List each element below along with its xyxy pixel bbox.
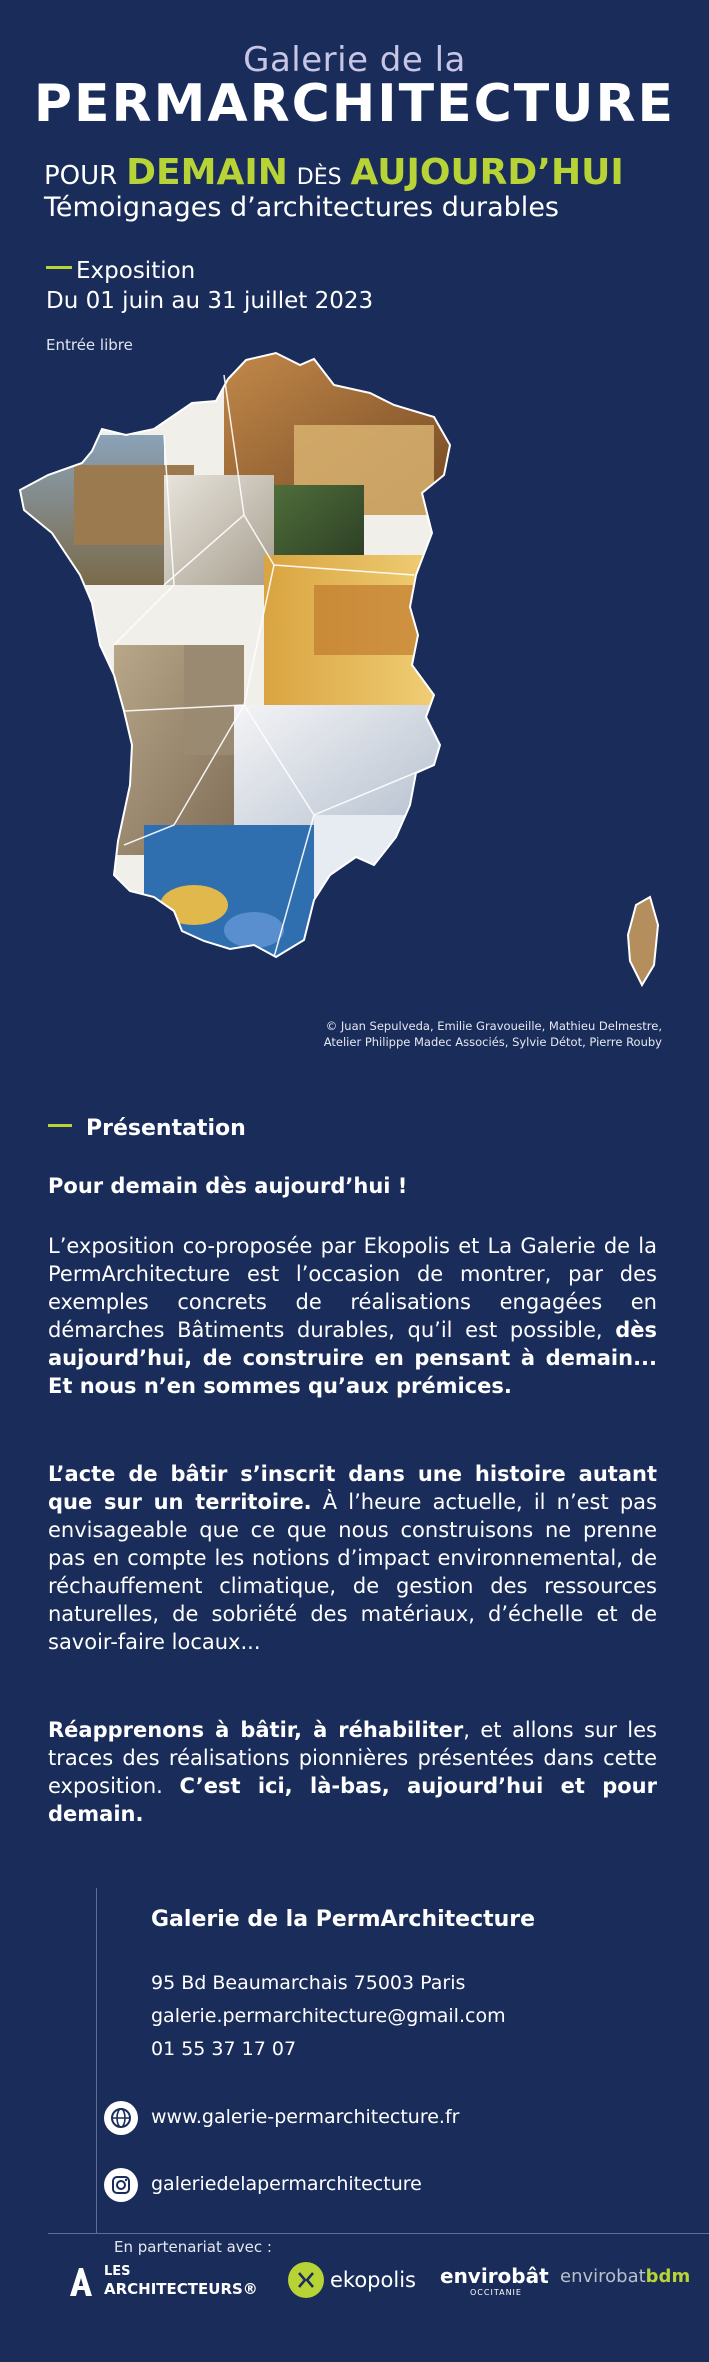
contact-address: 95 Bd Beaumarchais 75003 Paris — [151, 1972, 466, 1994]
p1-text: L’exposition co-proposée par Ekopolis et La Galerie de la PermArchitecture est l’occasion de montrer, par des exemples concrets de réalisations engagées en démarches Bâtiments durables, qu’il est possible, — [48, 1234, 657, 1342]
partners-label: En partenariat avec : — [114, 2238, 272, 2256]
presentation-paragraph-1 — [48, 1232, 657, 1400]
logo-envirobat-bdm-a: envirobat — [560, 2266, 646, 2287]
tagline-pour: POUR — [44, 161, 118, 191]
ekopolis-logo — [288, 2260, 418, 2300]
tagline-aujourdhui: AUJOURD’HUI — [350, 152, 624, 193]
p2-bold: L’acte de bâtir s’inscrit dans une histoire autant que sur un territoire. — [48, 1462, 657, 1514]
instagram-link[interactable]: galeriedelapermarchitecture — [151, 2173, 422, 2195]
p3-text: , et allons sur les traces des réalisations pionnières présentées dans cette exposition. — [48, 1718, 657, 1798]
subtitle: Témoignages d’architectures durables — [44, 192, 559, 223]
envirobat-bdm-logo — [560, 2266, 700, 2296]
architecteurs-a-icon — [68, 2266, 94, 2298]
contact-divider — [96, 1888, 97, 2233]
les-architecteurs-logo — [68, 2262, 278, 2302]
logo-occitanie: OCCITANIE — [470, 2288, 522, 2297]
contact-name: Galerie de la PermArchitecture — [151, 1907, 536, 1932]
presentation-heading — [48, 1116, 246, 1141]
photo-credits — [162, 1018, 662, 1050]
tagline — [44, 152, 624, 193]
exhibition-dates: Du 01 juin au 31 juillet 2023 — [46, 288, 374, 314]
p2-text: À l’heure actuelle, il n’est pas envisageable que ce que nous construisons ne prenne pas en compte les notions d’impact environnemental, de réchauffement climatique, de gestion des ressources naturelles, de sobriété des matériaux, d’échelle et de savoir-faire locaux... — [48, 1490, 657, 1654]
presentation-paragraph-2 — [48, 1460, 657, 1656]
p3-bold-c: C’est ici, là-bas, aujourd’hui et pour demain. — [48, 1774, 657, 1826]
instagram-icon[interactable] — [104, 2168, 138, 2202]
partners-divider — [48, 2233, 709, 2234]
p1-bold: dès aujourd’hui, de construire en pensant à demain... Et nous n’en sommes qu’aux prémices. — [48, 1318, 657, 1398]
contact-email[interactable]: galerie.permarchitecture@gmail.com — [151, 2005, 506, 2027]
tagline-demain: DEMAIN — [126, 152, 288, 193]
logo-architecteurs: ARCHITECTEURS® — [104, 2280, 258, 2298]
free-entry: Entrée libre — [46, 336, 133, 354]
globe-icon[interactable] — [104, 2101, 138, 2135]
website-link[interactable]: www.galerie-permarchitecture.fr — [151, 2106, 460, 2128]
france-photo-map — [14, 345, 696, 995]
exhibition-label — [46, 258, 195, 284]
presentation-paragraph-3 — [48, 1716, 657, 1828]
exhibition-label-text: Exposition — [76, 258, 196, 284]
ekopolis-icon — [288, 2262, 324, 2298]
header-kicker: Galerie de la — [243, 40, 466, 80]
contact-phone[interactable]: 01 55 37 17 07 — [151, 2038, 297, 2060]
logo-envirobat-bdm-b: bdm — [645, 2266, 691, 2287]
credits-line-2: Atelier Philippe Madec Associés, Sylvie Détot, Pierre Rouby — [323, 1035, 662, 1049]
logo-envirobat: envirobât — [440, 2264, 549, 2288]
logo-ekopolis: ekopolis — [330, 2268, 416, 2292]
presentation-intro: Pour demain dès aujourd’hui ! — [48, 1174, 408, 1198]
tagline-des: DÈS — [296, 165, 342, 190]
presentation-heading-text: Présentation — [86, 1116, 246, 1141]
credits-line-1: © Juan Sepulveda, Emilie Gravoueille, Mathieu Delmestre, — [325, 1019, 662, 1033]
page-title: PERMARCHITECTURE — [33, 74, 676, 134]
logo-les: LES — [104, 2264, 131, 2279]
p3-bold-a: Réapprenons à bâtir, à réhabiliter — [48, 1718, 464, 1742]
accent-dash — [46, 266, 72, 269]
accent-dash — [48, 1124, 72, 1127]
envirobat-occitanie-logo — [440, 2262, 550, 2302]
